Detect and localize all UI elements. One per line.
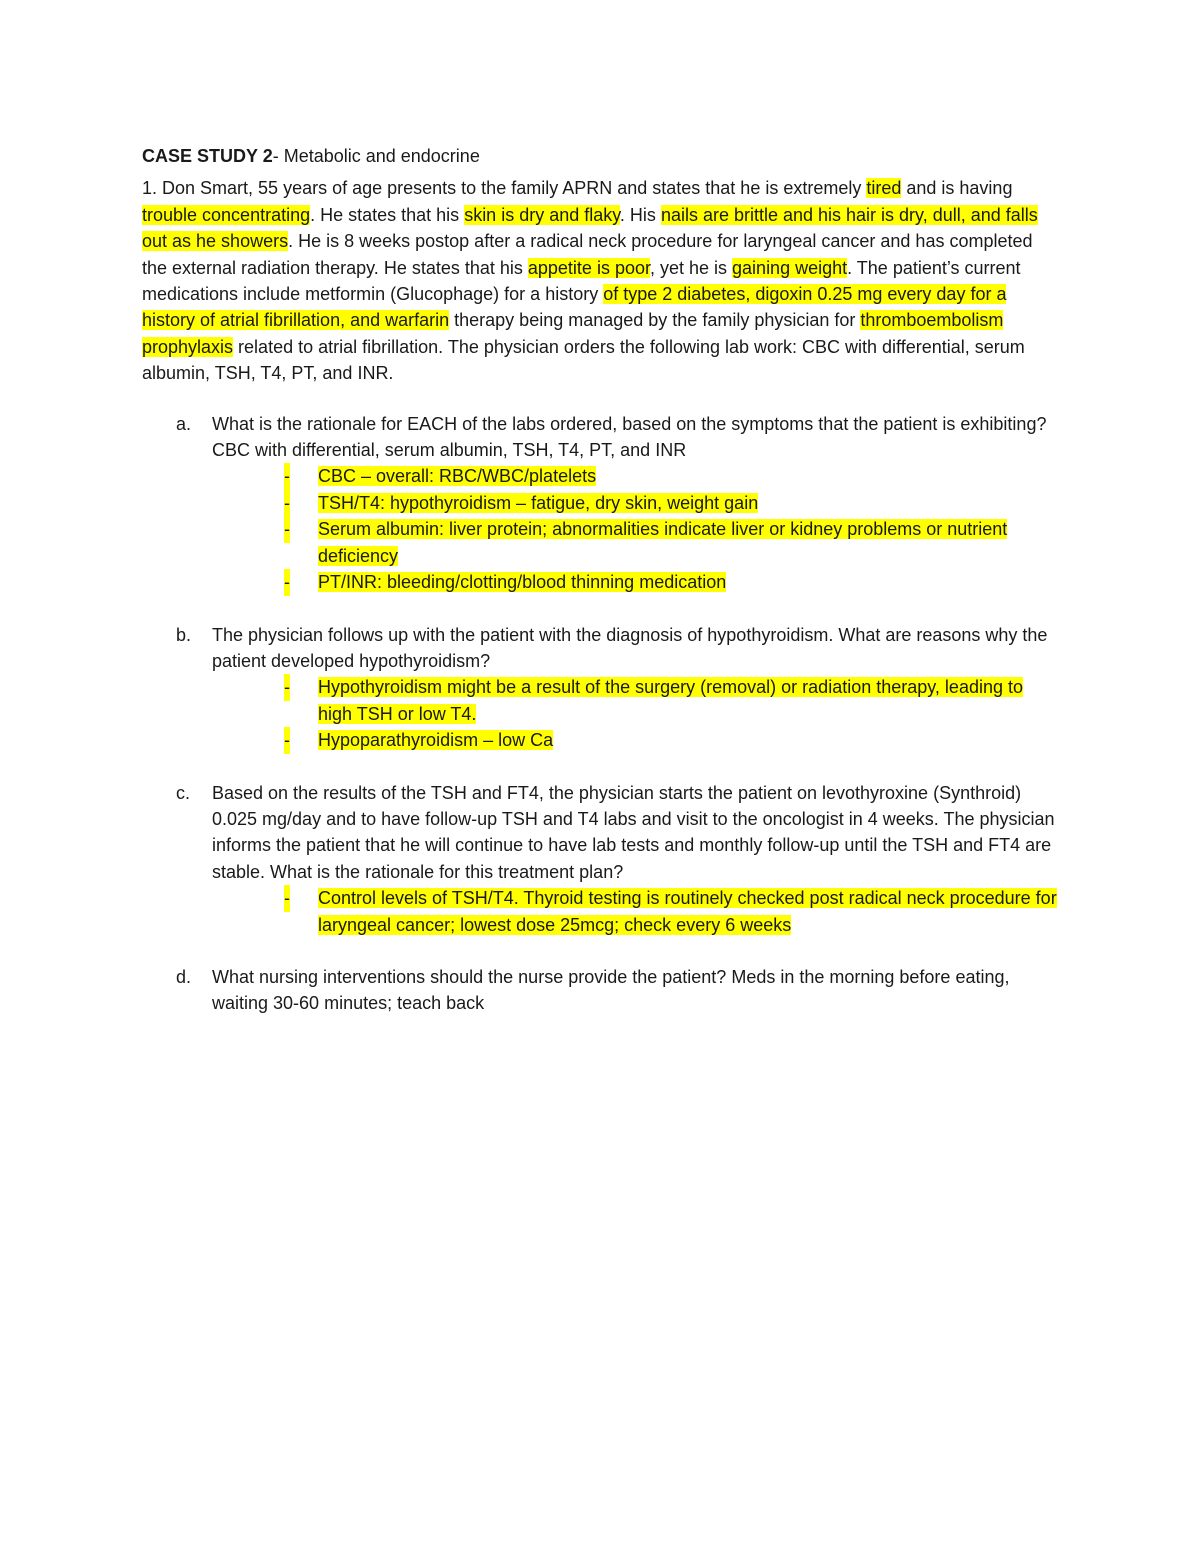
answer-text: Serum albumin: liver protein; abnormalities indicate liver or kidney problems or nutrient deficiency bbox=[318, 519, 1008, 566]
bullet-dash: - bbox=[284, 727, 290, 753]
question-text: What is the rationale for EACH of the labs ordered, based on the symptoms that the patient is exhibiting? CBC with differential, serum albumin, TSH, T4, PT, and INR bbox=[212, 413, 1047, 461]
question-label: c. bbox=[176, 782, 191, 803]
highlighted-text: appetite is poor bbox=[527, 257, 650, 278]
case-text: , yet he is bbox=[649, 257, 733, 278]
answer-item bbox=[212, 885, 1062, 938]
question-item bbox=[142, 411, 1062, 596]
answer-text: CBC – overall: RBC/WBC/platelets bbox=[318, 466, 597, 487]
document-body bbox=[142, 143, 1062, 1043]
bullet-dash: - bbox=[284, 463, 290, 489]
question-item bbox=[142, 964, 1062, 1017]
answer-text: Hypoparathyroidism – low Ca bbox=[318, 730, 554, 751]
bullet-dash: - bbox=[284, 569, 290, 595]
case-text: . His bbox=[619, 204, 661, 225]
question-label: b. bbox=[176, 624, 192, 645]
highlighted-text: tired bbox=[866, 178, 902, 199]
answer-text: TSH/T4: hypothyroidism – fatigue, dry skin, weight gain bbox=[318, 492, 759, 513]
title-rest: - Metabolic and endocrine bbox=[272, 146, 480, 166]
bullet-dash: - bbox=[284, 674, 290, 700]
question-label: a. bbox=[176, 413, 192, 434]
question-text: The physician follows up with the patient with the diagnosis of hypothyroidism. What are reasons why the patient developed hypothyroidism? bbox=[212, 624, 1048, 671]
answer-item bbox=[212, 516, 1062, 569]
bullet-dash: - bbox=[284, 885, 290, 911]
question-text: What nursing interventions should the nurse provide the patient? Meds in the morning before eating, waiting 30-60 minutes; teach back bbox=[212, 966, 1010, 1014]
highlighted-text: of type 2 diabetes, digoxin 0.25 mg every day for a history of atrial fibrillation, and warfarin bbox=[142, 284, 1007, 331]
answer-list bbox=[212, 463, 1062, 595]
answer-text: Control levels of TSH/T4. Thyroid testing is routinely checked post radical neck procedure for laryngeal cancer; lowest dose 25mcg; check every 6 weeks bbox=[318, 888, 1057, 935]
answer-item bbox=[212, 569, 1062, 595]
document-title bbox=[142, 143, 1062, 169]
case-paragraph bbox=[142, 175, 1062, 386]
highlighted-text: nails are brittle and his hair is dry, dull, and falls out as he showers bbox=[142, 204, 1038, 252]
answer-list bbox=[212, 885, 1062, 938]
answer-text: PT/INR: bleeding/clotting/blood thinning medication bbox=[318, 572, 727, 593]
case-text: . He is 8 weeks postop after a radical neck procedure for laryngeal cancer and has completed the external radiation therapy. He states that his bbox=[142, 231, 1033, 278]
answer-item bbox=[212, 490, 1062, 516]
answer-list bbox=[212, 674, 1062, 753]
bullet-dash: - bbox=[284, 490, 290, 516]
question-list bbox=[142, 411, 1062, 1017]
answer-item bbox=[212, 463, 1062, 489]
case-text: therapy being managed by the family physician for bbox=[449, 310, 861, 331]
title-bold: CASE STUDY 2 bbox=[142, 146, 273, 166]
case-text: . He states that his bbox=[310, 204, 465, 225]
case-text: 1. Don Smart, 55 years of age presents to the family APRN and states that he is extremely bbox=[142, 178, 867, 199]
highlighted-text: trouble concentrating bbox=[142, 204, 311, 225]
highlighted-text: skin is dry and flaky bbox=[464, 204, 620, 225]
question-item bbox=[142, 622, 1062, 754]
case-text: related to atrial fibrillation. The physician orders the following lab work: CBC with differential, serum albumin, TSH, T4, PT, and INR. bbox=[142, 336, 1025, 384]
highlighted-text: gaining weight bbox=[732, 257, 848, 278]
question-item bbox=[142, 780, 1062, 938]
question-label: d. bbox=[176, 966, 192, 987]
question-text: Based on the results of the TSH and FT4, the physician starts the patient on levothyroxine (Synthroid) 0.025 mg/day and to have follow-up TSH and T4 labs and visit to the oncologist in 4 weeks. The physician informs the patient that he will continue to have lab tests and monthly follow-up until the TSH and FT4 are stable. What is the rationale for this treatment plan? bbox=[212, 782, 1055, 882]
highlighted-text: thromboembolism prophylaxis bbox=[142, 310, 1004, 357]
bullet-dash: - bbox=[284, 516, 290, 542]
answer-item bbox=[212, 674, 1062, 727]
case-text: . The patient’s current medications include metformin (Glucophage) for a history bbox=[142, 257, 1021, 305]
answer-item bbox=[212, 727, 1062, 753]
answer-text: Hypothyroidism might be a result of the surgery (removal) or radiation therapy, leading to high TSH or low T4. bbox=[318, 677, 1023, 724]
case-text: and is having bbox=[901, 178, 1013, 199]
